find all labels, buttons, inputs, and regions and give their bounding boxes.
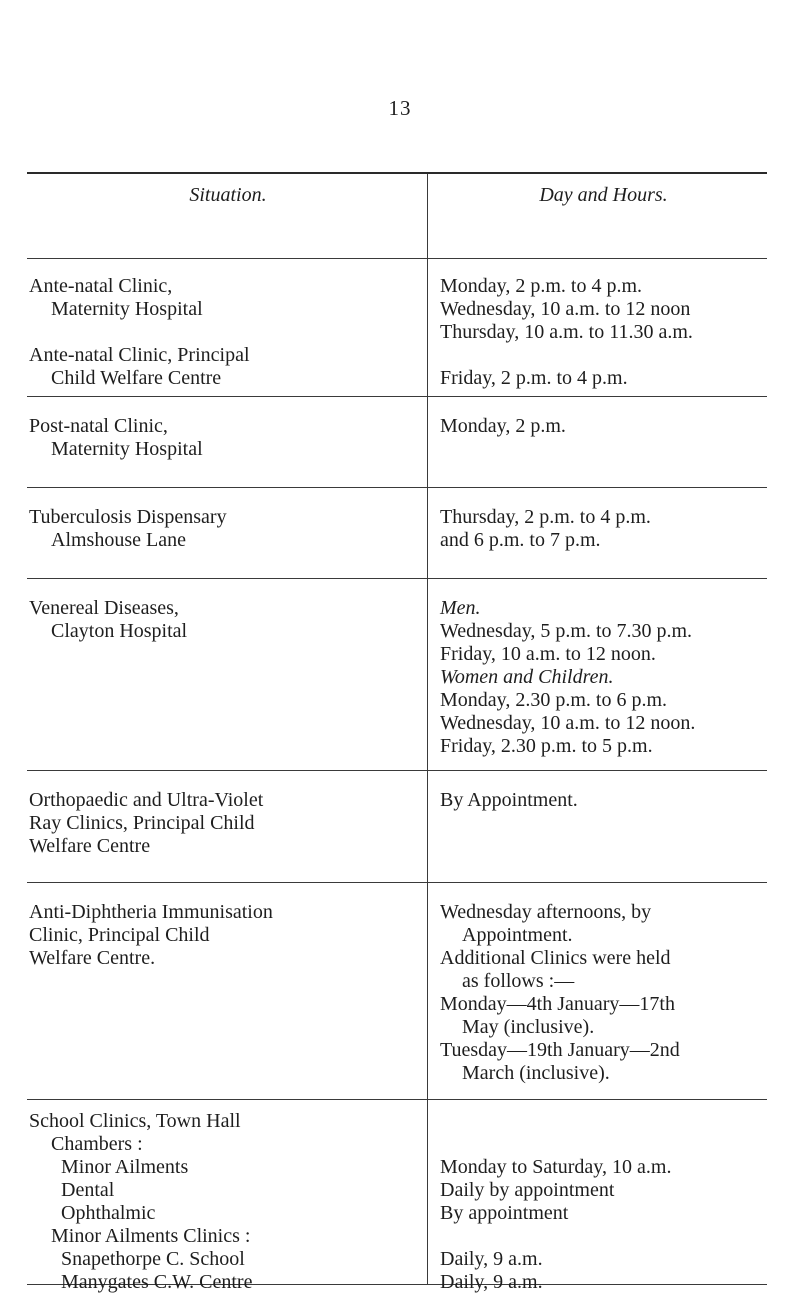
table-row-postnatal	[27, 397, 767, 488]
situation-cell	[27, 771, 427, 882]
hours-line: Monday, 2.30 p.m. to 6 p.m.	[440, 689, 668, 711]
situation-line: Manygates C.W. Centre	[61, 1271, 253, 1293]
situation-line: Tuberculosis Dispensary	[29, 506, 227, 528]
table-row-tuberculosis	[27, 488, 767, 579]
hours-line: Additional Clinics were held	[440, 947, 671, 969]
situation-line: School Clinics, Town Hall	[29, 1110, 241, 1132]
hours-cell	[427, 579, 767, 770]
situation-line: Dental	[61, 1179, 115, 1201]
page-number: 13	[388, 96, 412, 120]
situation-line: Chambers :	[51, 1133, 143, 1155]
table-header	[27, 174, 767, 259]
hours-line: March (inclusive).	[462, 1062, 610, 1084]
table-row-venereal-diseases	[27, 579, 767, 771]
hours-line: Monday to Saturday, 10 a.m.	[440, 1156, 672, 1178]
situation-cell	[27, 259, 427, 396]
table-row-school-clinics	[27, 1100, 767, 1293]
hours-cell	[427, 883, 767, 1099]
situation-cell	[27, 883, 427, 1099]
situation-line: Minor Ailments Clinics :	[51, 1225, 251, 1247]
hours-subheading: Women and Children.	[440, 666, 614, 688]
hours-line: Thursday, 10 a.m. to 11.30 a.m.	[440, 321, 693, 343]
situation-line: Ante-natal Clinic,	[29, 275, 173, 297]
situation-line: Snapethorpe C. School	[61, 1248, 245, 1270]
header-situation: Situation.	[189, 184, 267, 206]
hours-line: Wednesday, 10 a.m. to 12 noon.	[440, 712, 696, 734]
situation-line: Almshouse Lane	[51, 529, 186, 551]
situation-line: Maternity Hospital	[51, 438, 203, 460]
hours-line: By appointment	[440, 1202, 569, 1224]
hours-line: Monday, 2 p.m. to 4 p.m.	[440, 275, 643, 297]
clinic-schedule-table	[27, 172, 767, 1293]
situation-line: Ophthalmic	[61, 1202, 156, 1224]
situation-line: Clinic, Principal Child	[29, 924, 210, 946]
hours-line: Friday, 10 a.m. to 12 noon.	[440, 643, 656, 665]
table-row-anti-diphtheria	[27, 883, 767, 1100]
hours-line: Daily by appointment	[440, 1179, 615, 1201]
situation-line: Child Welfare Centre	[51, 367, 222, 389]
situation-line: Venereal Diseases,	[29, 597, 179, 619]
hours-cell	[427, 1100, 767, 1293]
hours-line: May (inclusive).	[462, 1016, 595, 1038]
situation-line: Welfare Centre	[29, 835, 151, 857]
hours-line: Friday, 2 p.m. to 4 p.m.	[440, 367, 628, 389]
hours-cell	[427, 771, 767, 882]
header-day-and-hours: Day and Hours.	[427, 174, 767, 258]
hours-cell	[427, 397, 767, 487]
situation-line: Post-natal Clinic,	[29, 415, 168, 437]
situation-line: Welfare Centre.	[29, 947, 156, 969]
situation-line: Minor Ailments	[61, 1156, 189, 1178]
situation-line: Anti-Diphtheria Immunisation	[29, 901, 273, 923]
hours-cell	[427, 259, 767, 396]
hours-line: as follows :—	[462, 970, 575, 992]
situation-cell	[27, 397, 427, 487]
situation-cell	[27, 1100, 427, 1293]
situation-line: Clayton Hospital	[51, 620, 188, 642]
situation-cell	[27, 488, 427, 578]
hours-line: By Appointment.	[440, 789, 578, 811]
hours-line: Daily, 9 a.m.	[440, 1271, 543, 1293]
hours-line: Thursday, 2 p.m. to 4 p.m.	[440, 506, 651, 528]
situation-line: Ante-natal Clinic, Principal	[29, 344, 250, 366]
situation-line: Orthopaedic and Ultra-Violet	[29, 789, 264, 811]
hours-line: and 6 p.m. to 7 p.m.	[440, 529, 601, 551]
hours-line: Friday, 2.30 p.m. to 5 p.m.	[440, 735, 653, 757]
hours-line: Wednesday, 5 p.m. to 7.30 p.m.	[440, 620, 693, 642]
situation-cell	[27, 579, 427, 770]
hours-line: Monday, 2 p.m.	[440, 415, 566, 437]
hours-line: Wednesday afternoons, by	[440, 901, 652, 923]
hours-line: Wednesday, 10 a.m. to 12 noon	[440, 298, 691, 320]
situation-line: Ray Clinics, Principal Child	[29, 812, 255, 834]
situation-line: Maternity Hospital	[51, 298, 203, 320]
hours-line: Tuesday—19th January—2nd	[440, 1039, 680, 1061]
hours-line: Appointment.	[462, 924, 573, 946]
hours-line: Daily, 9 a.m.	[440, 1248, 543, 1270]
hours-line: Monday—4th January—17th	[440, 993, 675, 1015]
table-row-orthopaedic	[27, 771, 767, 883]
hours-cell	[427, 488, 767, 578]
table-row-antenatal	[27, 259, 767, 397]
hours-subheading: Men.	[440, 597, 481, 619]
